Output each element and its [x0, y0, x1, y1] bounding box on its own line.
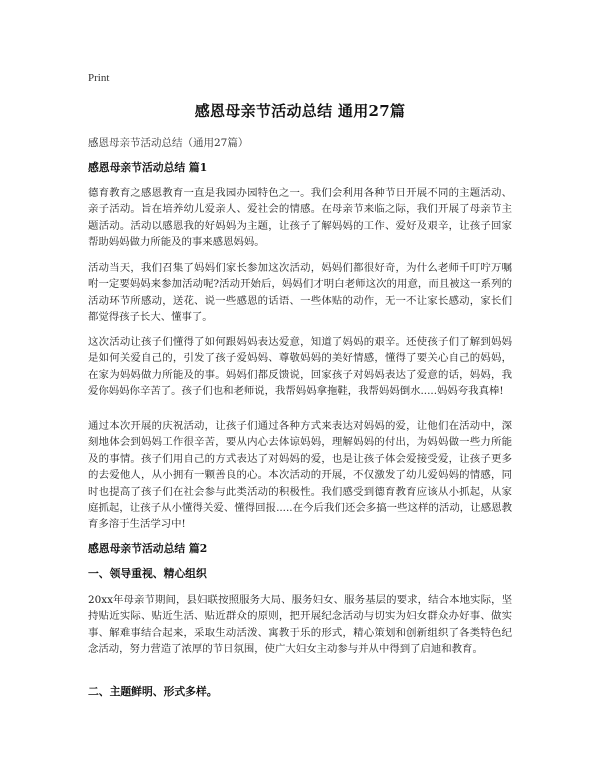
- section1-paragraph-1: 德育教育之感恩教育一直是我园办园特色之一。我们会利用各种节日开展不同的主题活动、亲子活动。旨在培养幼儿爱亲人、爱社会的情感。在母亲节来临之际，我们开展了母亲节主题活动。活动以感恩我的好妈妈为主题，让孩子了解妈妈的工作、爱好及艰辛，让孩子回家帮助妈妈做力所能及的事来感恩妈妈。: [88, 187, 512, 249]
- section2-subheading-2: 二、主题鲜明、形式多样。: [88, 685, 218, 698]
- section1-paragraph-2: 活动当天，我们召集了妈妈们家长参加这次活动，妈妈们都很好奇，为什么老师千叮咛万嘱咐一定要妈妈来参加活动呢?活动开始后，妈妈们才明白老师这次的用意，而且被这一系列的活动环节所感动，送花、说一些感恩的话语、一些体贴的动作，无一不让家长感动，家长们都觉得孩子长大、懂事了。: [88, 262, 512, 324]
- section1-paragraph-4: 通过本次开展的庆祝活动，让孩子们通过各种方式来表达对妈妈的爱，让他们在活动中，深刻地体会到妈妈工作很辛苦，要从内心去体谅妈妈，理解妈妈的付出，为妈妈做一些力所能及的事情。孩子们用自己的方式表达了对妈妈的爱，也是让孩子体会爱接受爱，让孩子更多的去爱他人，从小拥有一颗善良的心。本次活动的开展，不仅激发了幼儿爱妈妈的情感，同时也提高了孩子们在社会参与此类活动的积极性。我们感受到德育教育应该从小抓起，从家庭抓起，让孩子从小懂得关爱、懂得回报.....在今后我们还会多搞一些这样的活动，让感恩教育多溶于生活学习中!: [88, 420, 512, 531]
- section2-subheading-1: 一、领导重视、精心组织: [88, 567, 207, 580]
- page-title: 感恩母亲节活动总结 通用27篇: [194, 102, 406, 120]
- section2-heading: 感恩母亲节活动总结 篇2: [88, 542, 208, 555]
- section1-heading: 感恩母亲节活动总结 篇1: [88, 161, 208, 174]
- section2-paragraph-1: 20xx年母亲节期间，县妇联按照服务大局、服务妇女、服务基层的要求，结合本地实际，坚持贴近实际、贴近生活、贴近群众的原则，把开展纪念活动与切实为妇女群众办好事、做实事、解难事结合起来，采取生动活泼、寓教于乐的形式，精心策划和创新组织了各类特色纪念活动，努力营造了浓厚的节日氛围，使广大妇女主动参与并从中得到了启迪和教育。: [88, 594, 512, 656]
- section1-paragraph-3: 这次活动让孩子们懂得了如何跟妈妈表达爱意，知道了妈妈的艰辛。还使孩子们了解到妈妈是如何关爱自己的，引发了孩子爱妈妈、尊敬妈妈的美好情感，懂得了要关心自己的妈妈，在家为妈妈做力所能及的事。妈妈们都反馈说，回家孩子对妈妈表达了爱意的话，妈妈，我爱你妈妈你辛苦了。孩子们也和老师说，我帮妈妈拿拖鞋，我帮妈妈倒水.....妈妈夸我真棒!: [88, 336, 512, 398]
- print-label[interactable]: Print: [88, 72, 110, 84]
- document-subtitle: 感恩母亲节活动总结（通用27篇）: [88, 137, 249, 149]
